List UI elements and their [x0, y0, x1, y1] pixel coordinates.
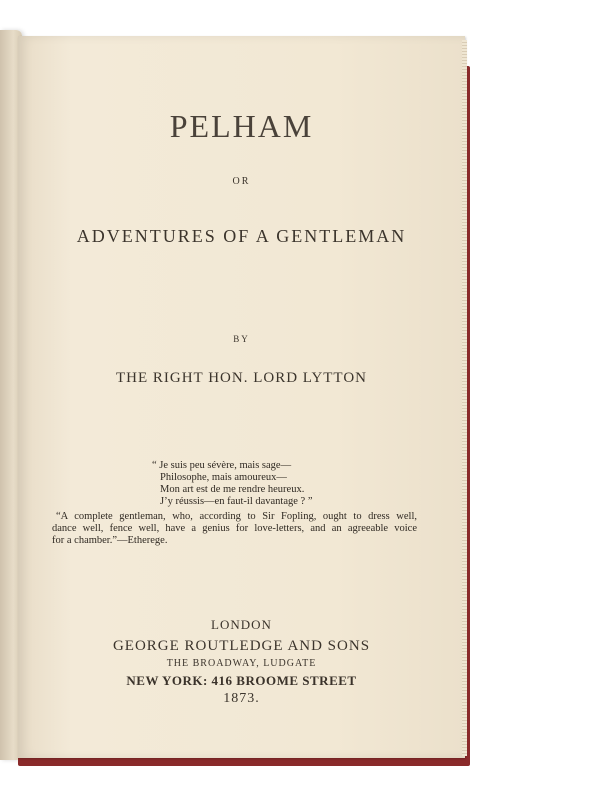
book-subtitle: ADVENTURES OF A GENTLEMAN [76, 226, 407, 246]
imprint-new-york: NEW YORK: 416 BROOME STREET [126, 673, 357, 688]
epigraph-quote [52, 511, 417, 547]
verse-line: J’y réussis—en faut-il davantage ? ” [160, 496, 313, 507]
imprint-city: LONDON [211, 617, 272, 632]
quote-line: for a chamber.”—Etherege. [52, 535, 168, 546]
or-text: OR [232, 176, 251, 187]
imprint-publisher: GEORGE ROUTLEDGE AND SONS [112, 638, 371, 654]
imprint-address: THE BROADWAY, LUDGATE [166, 658, 317, 669]
book-title: PELHAM [169, 108, 314, 144]
verse-line: Philosophe, mais amoureux— [160, 472, 287, 483]
verse-line: “ Je suis peu sévère, mais sage— [152, 460, 292, 471]
author: THE RIGHT HON. LORD LYTTON [115, 370, 367, 386]
quote-line: “A complete gentleman, who, according to Sir Fopling, ought to dress well, [56, 511, 417, 522]
epigraph-verse [152, 460, 313, 508]
imprint-year: 1873. [223, 691, 260, 706]
verse-line: Mon art est de me rendre heureux. [160, 484, 305, 495]
quote-line: dance well, fence well, have a genius for love-letters, and an agreeable voice [52, 523, 417, 534]
by-text: BY [233, 334, 250, 344]
